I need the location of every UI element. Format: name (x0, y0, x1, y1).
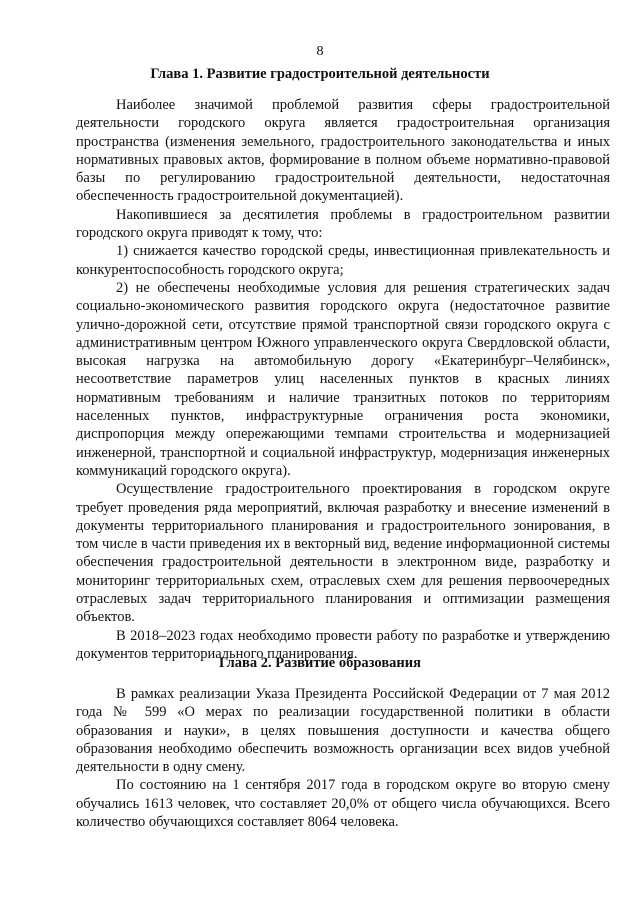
chapter-2-title: Глава 2. Развитие образования (219, 655, 421, 671)
paragraph: В рамках реализации Указа Президента Российской Федерации от 7 мая 2012 года № 599 «О мерах по реализации государственной политики в области образования и науки», в целях повышения доступности и качества общего образования необходимо обеспечить возможность организации всех видов учебной деятельности в одну смену. (76, 686, 610, 776)
paragraph: По состоянию на 1 сентября 2017 года в городском округе во вторую смену обучались 1613 человек, что составляет 20,0% от общего числа обучающихся. Всего количество обучающихся составляет 8064 человека. (76, 777, 610, 831)
chapter-1-title: Глава 1. Развитие градостроительной деятельности (150, 66, 490, 82)
chapter-2-body (76, 685, 610, 831)
paragraph: Наиболее значимой проблемой развития сферы градостроительной деятельности городского округа является градостроительная организация пространства (изменения земельного, градостроительного законодательства и иных нормативных правовых актов, формирование в полном объеме нормативно-правовой базы по регулированию градостроительной деятельности, недостаточная обеспеченность градостроительной документацией). (76, 97, 610, 205)
paragraph: Накопившиеся за десятилетия проблемы в градостроительном развитии городского округа приводят к тому, что: (76, 206, 610, 242)
list-item: 2) не обеспечены необходимые условия для решения стратегических задач социально-экономического развития городского округа (недостаточное развитие улично-дорожной сети, отсутствие прямой транспортной связи городского округа с административным центром Южного управленческого округа Свердловской области, высокая нагрузка на автомобильную дорогу «Екатеринбург–Челябинск», несоответствие параметров улиц населенных пунктов в красных линиях нормативным требованиям и наличие транзитных потоков по территориям населенных пунктов, инфраструктурные ограничения роста экономики, диспропорция между опережающими темпами строительства и модернизацией инженерной, транспортной и социальной инфраструктур, модернизация инженерных коммуникаций городского округа). (76, 279, 610, 479)
page-number: 8 (316, 44, 324, 59)
paragraph: Осуществление градостроительного проектирования в городском округе требует проведения ряда мероприятий, включая разработку и внесение изменений в документы территориального планирования и градостроительного зонирования, в том числе в части приведения их в векторный вид, ведение информационной системы обеспечения градостроительной деятельности в электронном виде, разработку и мониторинг территориальных схем, отраслевых схем для решения первоочередных отраслевых задач территориального планирования и оптимизации размещения объектов. (76, 481, 610, 626)
paragraph: В 2018–2023 годах необходимо провести работу по разработке и утверждению документов территориального планирования. (76, 627, 610, 662)
list-item: 1) снижается качество городской среды, инвестиционная привлекательность и конкурентоспособность городского округа; (76, 243, 610, 278)
chapter-1-body (76, 96, 610, 663)
